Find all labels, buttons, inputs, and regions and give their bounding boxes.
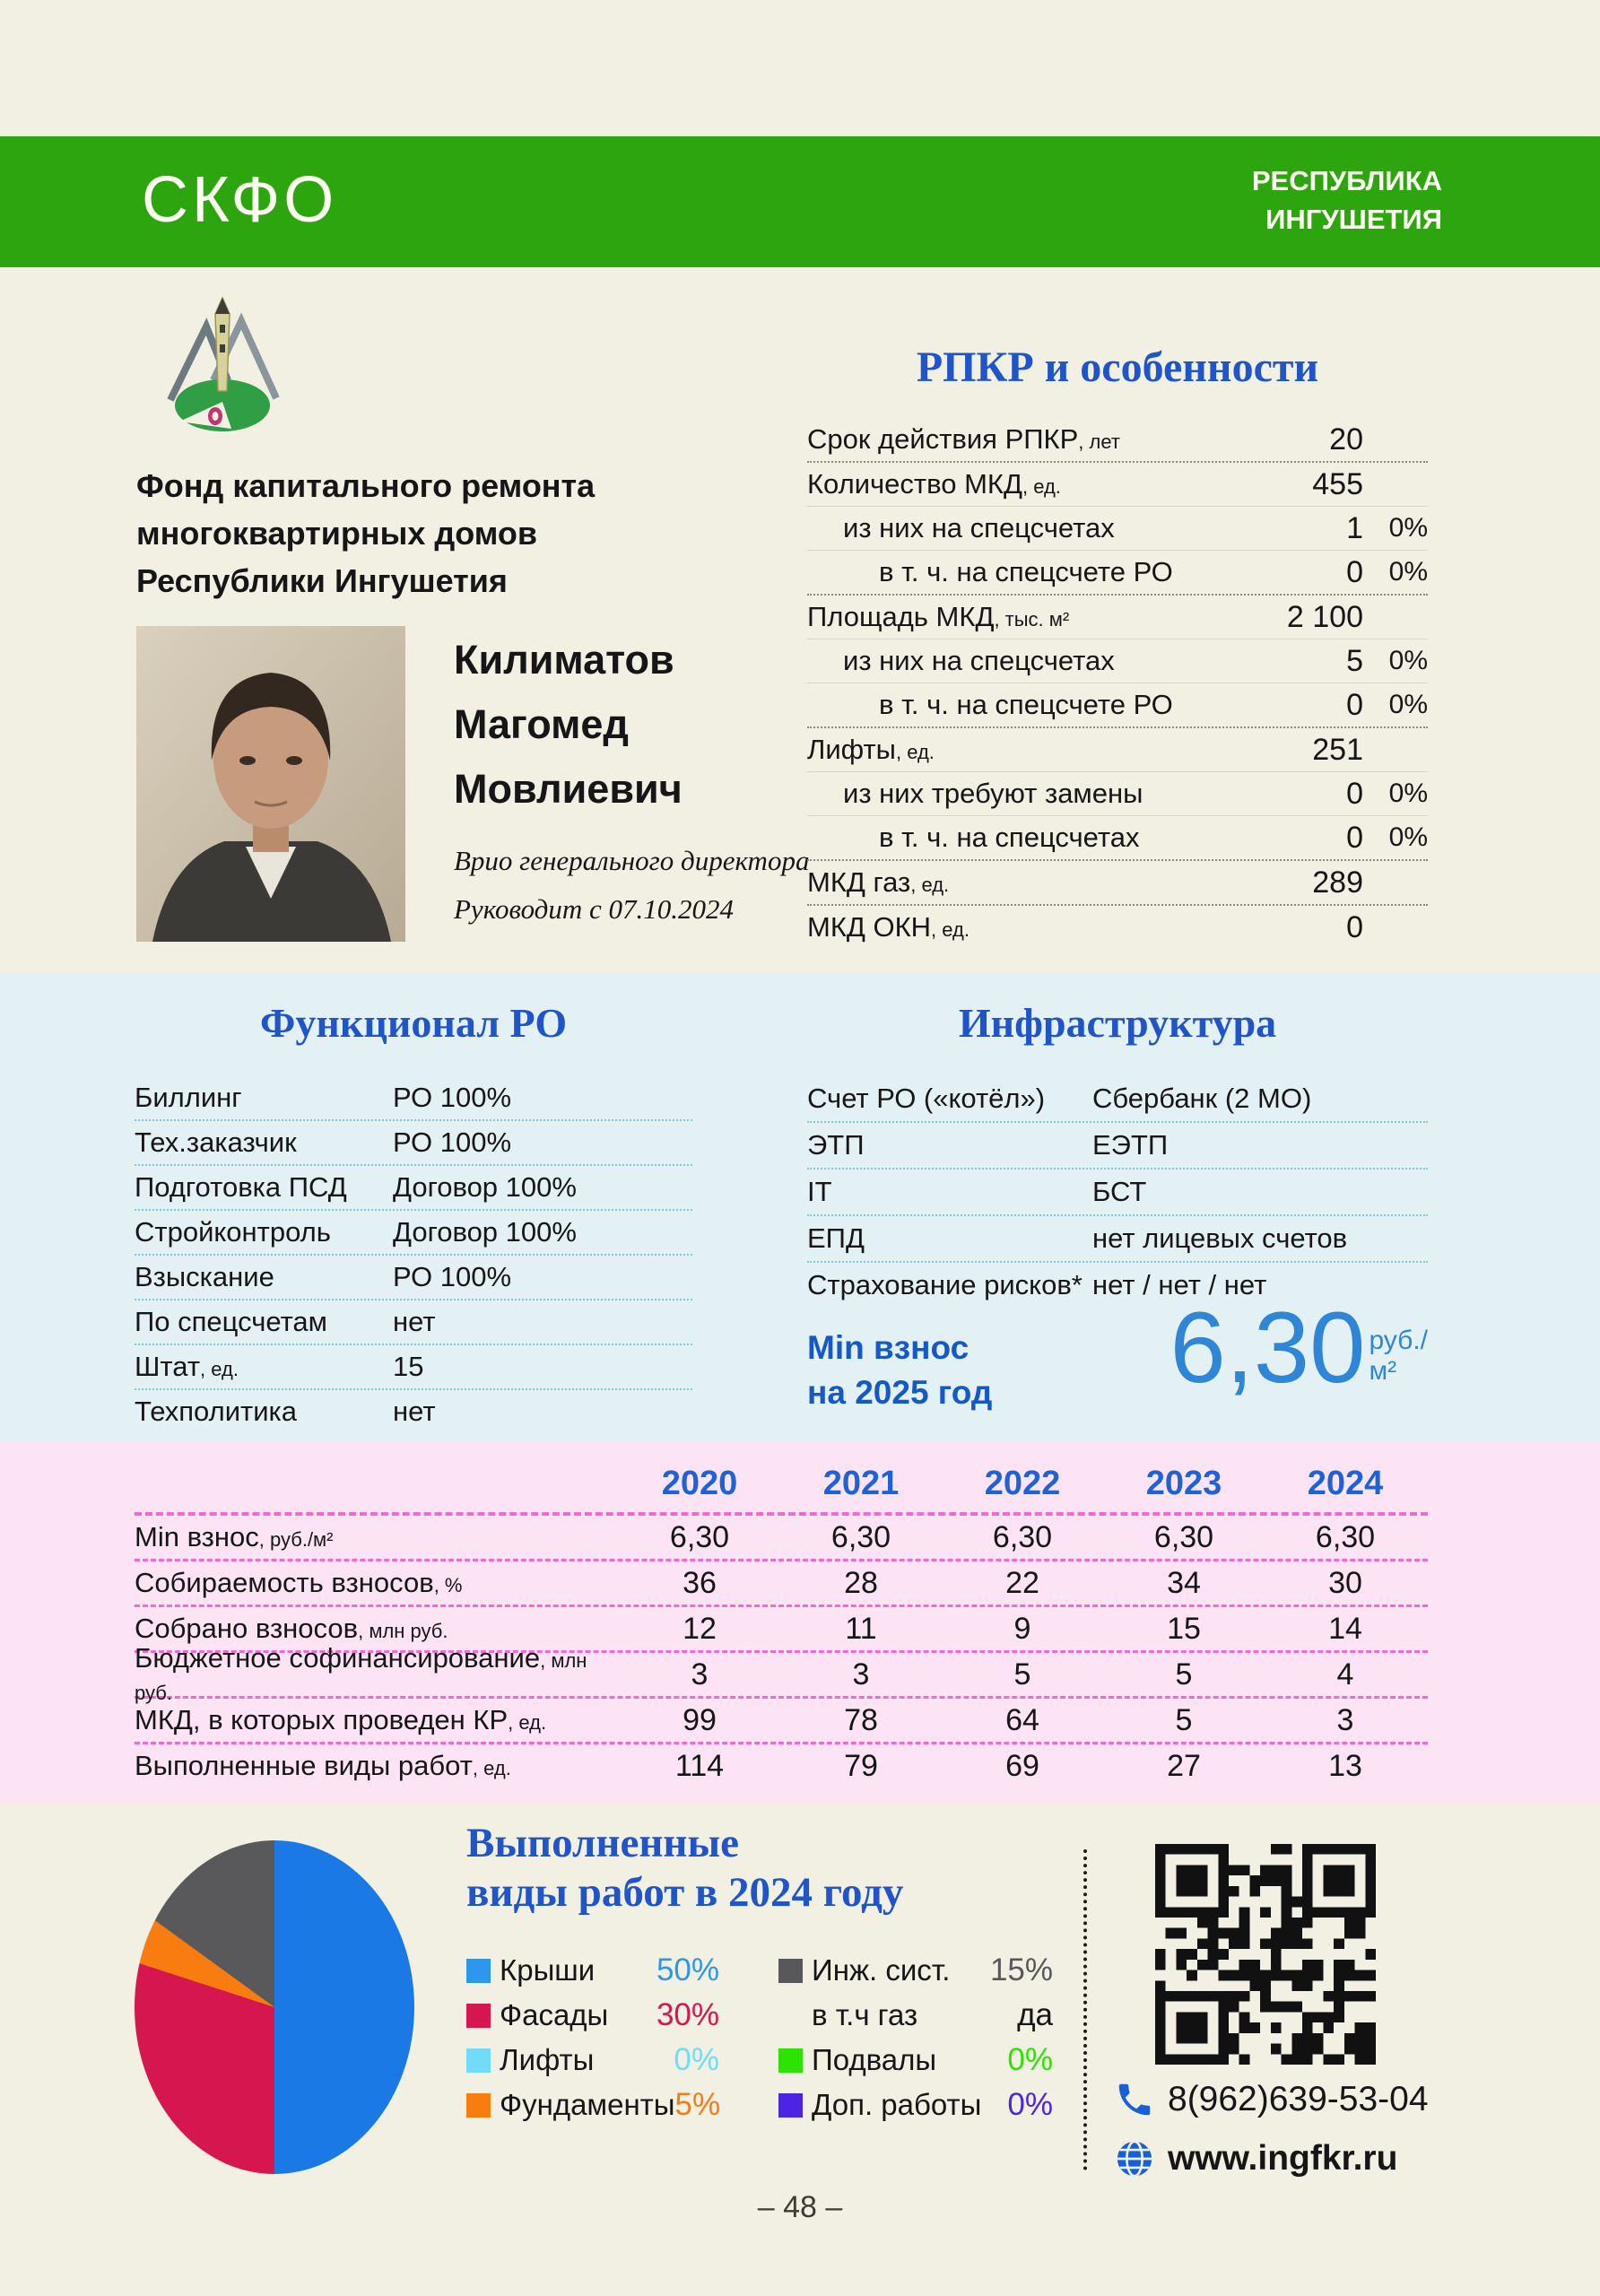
min-fee-amount: 6,30: [1170, 1292, 1366, 1404]
row-value: 1: [1346, 510, 1363, 545]
infrastructure-section-title: Инфраструктура: [958, 1000, 1277, 1046]
row-value: ЕЭТП: [1092, 1129, 1169, 1161]
legend-label: Лифты: [500, 2043, 595, 2076]
legend-swatch: [466, 1959, 491, 1983]
legend-item: [466, 1948, 719, 1993]
table-row: [807, 1170, 1428, 1216]
cell-value: 14: [1328, 1611, 1362, 1646]
website-row: [1114, 2138, 1397, 2179]
row-value: 455: [1312, 466, 1363, 501]
row-percent: 0%: [1388, 690, 1428, 719]
cell-value: 36: [683, 1565, 717, 1600]
legend-item: [466, 2083, 719, 2127]
years-table: [135, 1455, 1428, 1787]
table-row: [135, 1699, 1428, 1744]
phone-row: [1114, 2079, 1429, 2120]
cell-value: 5: [1013, 1657, 1031, 1692]
year-header: 2022: [984, 1464, 1061, 1502]
row-label: Количество МКД: [807, 468, 1022, 500]
functional-section-title: Функционал РО: [259, 1000, 568, 1046]
table-row: [135, 1211, 692, 1256]
cell-value: 9: [1013, 1611, 1031, 1646]
row-value: 251: [1312, 732, 1363, 767]
table-row: [135, 1744, 1428, 1787]
legend-value: 30%: [656, 1997, 719, 2032]
row-value: БСТ: [1092, 1176, 1147, 1207]
phone-icon: [1114, 2079, 1155, 2120]
row-label: Техполитика: [135, 1396, 298, 1427]
cell-value: 4: [1336, 1657, 1354, 1692]
year-header: 2021: [822, 1464, 900, 1502]
table-row: [135, 1390, 692, 1433]
row-unit: , тыс. м²: [994, 608, 1070, 631]
row-unit: , лет: [1078, 430, 1120, 453]
cell-value: 5: [1175, 1657, 1193, 1692]
legend-swatch: [778, 2093, 803, 2118]
legend-label: в т.ч газ: [812, 1998, 918, 2031]
fund-name-line3: Республики Ингушетия: [136, 561, 508, 599]
table-row: [135, 1166, 692, 1211]
director-first-name: Магомед: [454, 701, 629, 747]
cell-value: 3: [1336, 1702, 1354, 1737]
cell-value: 34: [1167, 1565, 1201, 1600]
row-percent: 0%: [1388, 513, 1428, 543]
cell-value: 28: [844, 1565, 878, 1600]
min-fee-label-line1: Min взнос: [807, 1329, 970, 1366]
table-row: [807, 728, 1428, 772]
row-value: Договор 100%: [393, 1171, 577, 1203]
table-row: [135, 1300, 692, 1345]
vertical-divider: [1083, 1849, 1087, 2170]
director-middle-name: Мовлиевич: [454, 766, 683, 812]
row-label: из них на спецсчетах: [843, 512, 1115, 544]
row-label: IT: [807, 1176, 832, 1207]
cell-value: 22: [1005, 1565, 1039, 1600]
row-value: 5: [1346, 643, 1363, 678]
row-label: Срок действия РПКР: [807, 423, 1079, 455]
table-row: [135, 1076, 692, 1121]
director-name: [454, 628, 683, 822]
row-percent: 0%: [1388, 646, 1428, 675]
row-label: Выполненные виды работ: [135, 1750, 473, 1781]
infrastructure-table: [807, 1076, 1428, 1308]
table-row: [807, 861, 1428, 906]
row-unit: , руб./м²: [258, 1528, 334, 1551]
row-label: ЭТП: [807, 1129, 865, 1161]
table-row: [807, 772, 1428, 816]
row-value: нет / нет / нет: [1092, 1269, 1267, 1300]
row-label: Подготовка ПСД: [135, 1171, 347, 1203]
row-label: в т. ч. на спецсчетах: [879, 822, 1140, 853]
region-line2: ИНГУШЕТИЯ: [1265, 204, 1442, 236]
table-row: [135, 1121, 692, 1166]
legend-label: Доп. работы: [812, 2088, 982, 2121]
cell-value: 15: [1167, 1611, 1201, 1646]
legend-item: [778, 2083, 1053, 2127]
table-row: [807, 463, 1428, 507]
legend-value: 5%: [674, 2087, 721, 2122]
row-label: Min взнос: [135, 1521, 259, 1552]
legend-item: [778, 1948, 1053, 1993]
row-unit: , ед.: [508, 1711, 547, 1734]
row-label: Бюджетное софинансирование: [135, 1642, 541, 1674]
page-number: – 48 –: [757, 2190, 843, 2224]
fund-name-line1: Фонд капитального ремонта: [136, 467, 596, 504]
row-label: По спецсчетам: [135, 1306, 327, 1337]
row-value: 2 100: [1286, 599, 1363, 634]
works-title-line2: виды работ в 2024 году: [466, 1869, 904, 1917]
row-value: Договор 100%: [393, 1216, 577, 1248]
cell-value: 6,30: [669, 1519, 730, 1554]
website-url: www.ingfkr.ru: [1168, 2139, 1398, 2178]
row-label: из них требуют замены: [843, 778, 1143, 809]
min-fee-unit: руб./м²: [1369, 1326, 1428, 1387]
row-label: Собираемость взносов: [135, 1567, 434, 1598]
row-percent: 0%: [1388, 822, 1428, 852]
table-row: [135, 1642, 1428, 1704]
row-unit: , млн руб.: [358, 1620, 448, 1642]
row-label: Тех.заказчик: [135, 1126, 297, 1158]
min-fee-label: [807, 1326, 992, 1415]
table-row: [807, 1216, 1428, 1263]
legend-swatch: [778, 1959, 803, 1983]
row-value: нет лицевых счетов: [1092, 1222, 1348, 1254]
director-last-name: Килиматов: [454, 637, 674, 683]
row-label: в т. ч. на спецсчете РО: [879, 556, 1173, 587]
fund-name: [136, 463, 595, 605]
row-value: 0: [1346, 820, 1363, 855]
table-row: [807, 551, 1428, 596]
row-value: нет: [393, 1396, 436, 1427]
legend-swatch: [466, 2048, 491, 2073]
row-value: 15: [393, 1351, 424, 1382]
min-fee-value: [1170, 1292, 1428, 1404]
cell-value: 6,30: [992, 1519, 1053, 1554]
rpkr-table: [807, 418, 1428, 949]
min-fee-label-line2: на 2025 год: [807, 1373, 993, 1411]
row-label: Штат: [135, 1351, 201, 1382]
year-header: 2020: [661, 1464, 738, 1502]
legend-value: 15%: [989, 1952, 1053, 1987]
director-position: Врио генерального директора: [454, 845, 810, 876]
years-header-row: [135, 1455, 1428, 1516]
cell-value: 6,30: [830, 1519, 891, 1554]
row-unit: , млн руб.: [135, 1649, 587, 1704]
legend-value: да: [1017, 1997, 1053, 2032]
table-row: [135, 1345, 692, 1390]
table-row: [807, 1076, 1428, 1123]
row-value: 0: [1346, 554, 1363, 589]
cell-value: 79: [844, 1748, 878, 1783]
phone-number: 8(962)639-53-04: [1168, 2080, 1429, 2118]
functional-table: [135, 1076, 692, 1433]
year-header: 2023: [1145, 1464, 1222, 1502]
row-unit: , ед.: [200, 1358, 239, 1380]
cell-value: 78: [844, 1702, 878, 1737]
row-value: Сбербанк (2 МО): [1092, 1083, 1312, 1114]
fund-logo-icon: [163, 294, 282, 449]
row-label: Счет РО («котёл»): [807, 1083, 1046, 1114]
cell-value: 64: [1005, 1702, 1039, 1737]
year-header: 2024: [1307, 1464, 1384, 1502]
row-value: 0: [1346, 687, 1363, 722]
row-label: из них на спецсчетах: [843, 645, 1115, 676]
cell-value: 27: [1167, 1748, 1201, 1783]
header-bar: [0, 136, 1600, 267]
works-title-line1: Выполненные: [466, 1820, 740, 1866]
district-label: СКФО: [142, 164, 338, 236]
row-label: Площадь МКД: [807, 601, 995, 632]
legend-swatch: [466, 2004, 491, 2028]
qr-code: [1155, 1844, 1376, 2065]
legend-label: Фундаменты: [500, 2088, 675, 2121]
row-label: Стройконтроль: [135, 1216, 331, 1248]
cell-value: 5: [1175, 1702, 1193, 1737]
cell-value: 3: [691, 1657, 709, 1692]
works-section-title: [466, 1819, 1058, 1918]
row-label: в т. ч. на спецсчете РО: [879, 689, 1173, 720]
row-percent: 0%: [1388, 557, 1428, 587]
rpkr-section-title: РПКР и особенности: [916, 344, 1319, 391]
row-unit: , ед.: [472, 1757, 511, 1779]
fund-name-line2: многоквартирных домов: [136, 514, 537, 552]
table-row: [807, 418, 1428, 463]
row-label: Собрано взносов: [135, 1613, 359, 1644]
legend-item: [466, 1993, 719, 2038]
row-value: 289: [1312, 865, 1363, 900]
legend-item: [778, 1993, 1053, 2038]
cell-value: 11: [845, 1611, 877, 1646]
legend-item: [778, 2038, 1053, 2083]
director-tenure: Руководит с 07.10.2024: [454, 893, 734, 925]
table-row: [135, 1561, 1428, 1607]
legend-label: Подвалы: [812, 2043, 937, 2076]
region-line1: РЕСПУБЛИКА: [1251, 165, 1442, 196]
row-unit: , %: [433, 1574, 463, 1596]
table-row: [807, 816, 1428, 861]
legend-label: Фасады: [500, 1998, 609, 2031]
cell-value: 114: [674, 1748, 725, 1783]
row-label: Биллинг: [135, 1082, 242, 1113]
director-photo: [136, 626, 405, 942]
table-row: [135, 1516, 1428, 1561]
row-label: МКД, в которых проведен КР: [135, 1704, 509, 1735]
row-value: 0: [1346, 909, 1363, 944]
table-row: [807, 639, 1428, 683]
table-row: [807, 596, 1428, 639]
cell-value: 69: [1005, 1748, 1039, 1783]
cell-value: 30: [1328, 1565, 1362, 1600]
row-value: нет: [393, 1306, 436, 1337]
row-unit: , ед.: [895, 741, 935, 763]
row-value: РО 100%: [393, 1082, 512, 1113]
works-legend-right: [778, 1948, 1053, 2127]
table-row: [135, 1256, 692, 1300]
legend-swatch: [466, 2093, 491, 2118]
table-row: [807, 683, 1428, 728]
table-row: [807, 1123, 1428, 1170]
cell-value: 99: [683, 1702, 717, 1737]
legend-item: [466, 2038, 719, 2083]
legend-value: 50%: [656, 1952, 719, 1987]
row-label: МКД газ: [807, 866, 911, 898]
cell-value: 6,30: [1315, 1519, 1376, 1554]
row-label: МКД ОКН: [807, 911, 932, 943]
row-value: РО 100%: [393, 1261, 512, 1292]
works-pie-chart: [135, 1840, 414, 2174]
row-label: Лифты: [807, 734, 896, 765]
legend-value: 0%: [674, 2042, 719, 2077]
row-value: 20: [1329, 422, 1363, 457]
globe-icon: [1114, 2138, 1155, 2179]
works-legend-left: [466, 1948, 719, 2127]
row-value: РО 100%: [393, 1126, 512, 1158]
region-label: [1252, 161, 1442, 239]
row-label: ЕПД: [807, 1222, 865, 1254]
row-label: Взыскание: [135, 1261, 274, 1292]
cell-value: 6,30: [1153, 1519, 1214, 1554]
table-row: [807, 507, 1428, 551]
cell-value: 3: [852, 1657, 870, 1692]
cell-value: 12: [683, 1611, 717, 1646]
legend-swatch: [778, 2048, 803, 2073]
legend-label: Инж. сист.: [812, 1953, 951, 1987]
row-label: Страхование рисков*: [807, 1269, 1083, 1300]
row-unit: , ед.: [1022, 475, 1061, 498]
legend-value: 0%: [1007, 2087, 1053, 2122]
row-percent: 0%: [1388, 778, 1428, 808]
legend-value: 0%: [1007, 2042, 1053, 2077]
row-unit: , ед.: [910, 874, 950, 896]
cell-value: 13: [1328, 1748, 1362, 1783]
row-unit: , ед.: [931, 918, 970, 941]
table-row: [807, 906, 1428, 949]
row-value: 0: [1346, 776, 1363, 811]
legend-label: Крыши: [500, 1953, 596, 1987]
